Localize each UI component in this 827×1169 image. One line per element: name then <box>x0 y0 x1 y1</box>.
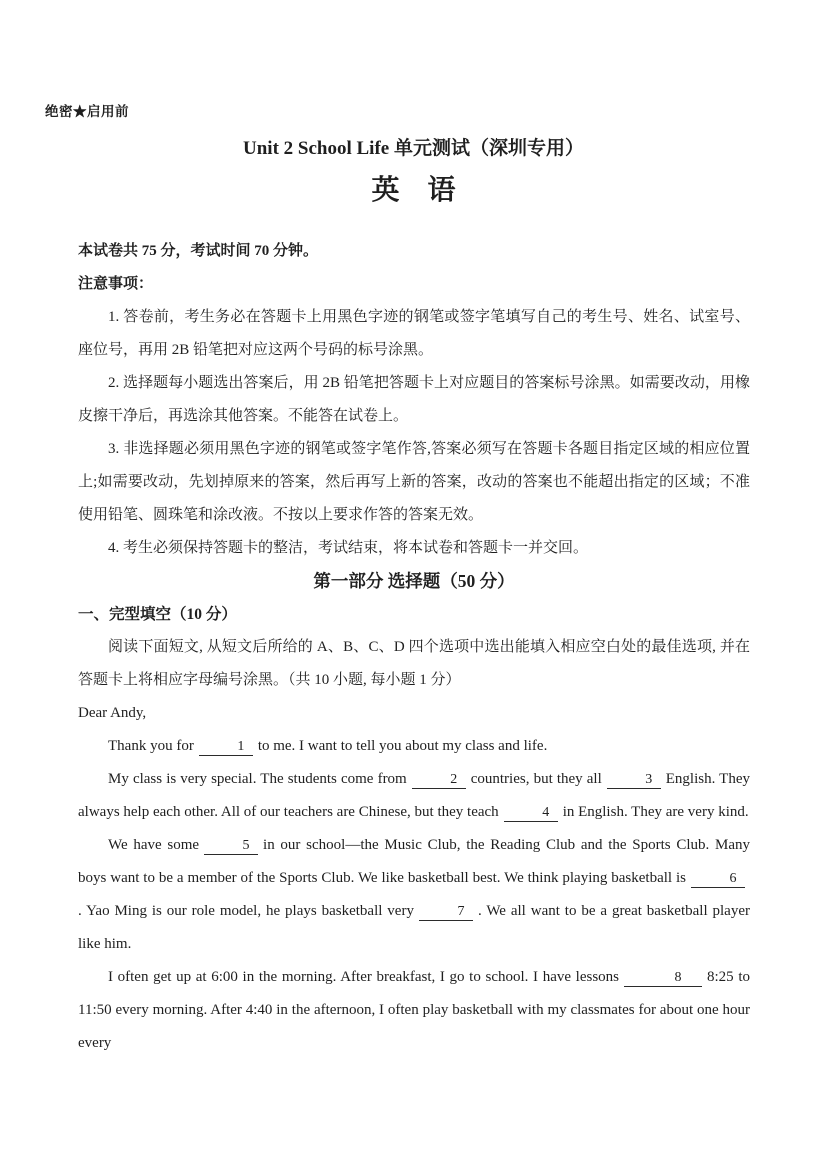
text-segment: . Yao Ming is our role model, he plays basketball very <box>78 903 414 919</box>
cloze-paragraph-1 <box>78 730 750 763</box>
cloze-intro: 阅读下面短文, 从短文后所给的 A、B、C、D 四个选项中选出能填入相应空白处的最佳选项, 并在答题卡上将相应字母编号涂黑。（共 10 小题, 每小题 1 分） <box>78 639 750 688</box>
instruction-2: 2. 选择题每小题选出答案后，用 2B 铅笔把答题卡上对应题目的答案标号涂黑。如需要改动，用橡皮擦干净后，再选涂其他答案。不能答在试卷上。 <box>78 375 750 424</box>
instruction-4: 4. 考生必须保持答题卡的整洁，考试结束，将本试卷和答题卡一并交回。 <box>108 540 589 556</box>
notice-heading: 注意事项： <box>78 276 154 292</box>
text-segment: English. They always help each other. All of our teachers are Chinese, but they teach <box>78 771 751 820</box>
salutation: Dear Andy, <box>78 705 147 721</box>
cloze-blank-1: 1 <box>199 738 253 756</box>
cloze-blank-4: 4 <box>504 804 558 822</box>
cloze-blank-6: 6 <box>691 870 745 888</box>
cloze-paragraph-4 <box>78 961 750 1060</box>
security-label: 绝密★启用前 <box>45 104 129 119</box>
text-segment: Thank you for <box>108 738 194 754</box>
instruction-1: 1. 答卷前，考生务必在答题卡上用黑色字迹的钢笔或签字笔填写自己的考生号、姓名、试室号、座位号，再用 2B 铅笔把对应这两个号码的标号涂黑。 <box>78 309 750 358</box>
cloze-blank-8: 8 <box>624 969 702 987</box>
text-segment: in English. They are very kind. <box>562 804 749 820</box>
cloze-blank-7: 7 <box>419 903 473 921</box>
doc-title: Unit 2 School Life 单元测试（深圳专用） <box>243 138 584 159</box>
text-segment: countries, but they all <box>470 771 602 787</box>
text-segment: I often get up at 6:00 in the morning. After breakfast, I go to school. I have lessons <box>108 969 620 985</box>
text-segment: to me. I want to tell you about my class and life. <box>257 738 548 754</box>
cloze-paragraph-3 <box>78 829 750 961</box>
text-segment: We have some <box>108 837 200 853</box>
cloze-blank-5: 5 <box>204 837 258 855</box>
part1-heading: 一、完型填空（10 分） <box>78 606 237 623</box>
text-segment: in our school—the Music Club, the Reading Club and the Sports Club. Many boys want to be a member of the Sports Club. We like basketball best. We think playing basketball is <box>78 837 750 886</box>
cloze-paragraph-2 <box>78 763 750 829</box>
exam-info: 本试卷共 75 分，考试时间 70 分钟。 <box>78 243 319 259</box>
instruction-3: 3. 非选择题必须用黑色字迹的钢笔或签字笔作答,答案必须写在答题卡各题目指定区域的相应位置上;如需要改动，先划掉原来的答案，然后再写上新的答案，改动的答案也不能超出指定的区域；不准使用铅笔、圆珠笔和涂改液。不按以上要求作答的答案无效。 <box>78 441 750 523</box>
text-segment: 8:25 to 11:50 every morning. After 4:40 in the afternoon, I often play basketball with my classmates for about one hour every <box>78 969 751 1051</box>
text-segment: . We all want to be a great basketball player like him. <box>78 903 750 952</box>
doc-body <box>0 235 827 1060</box>
section1-heading: 第一部分 选择题（50 分） <box>313 571 515 591</box>
subject-title: 英 语 <box>371 175 456 206</box>
cloze-blank-2: 2 <box>412 771 466 789</box>
text-segment: My class is very special. The students come from <box>108 771 407 787</box>
cloze-blank-3: 3 <box>607 771 661 789</box>
